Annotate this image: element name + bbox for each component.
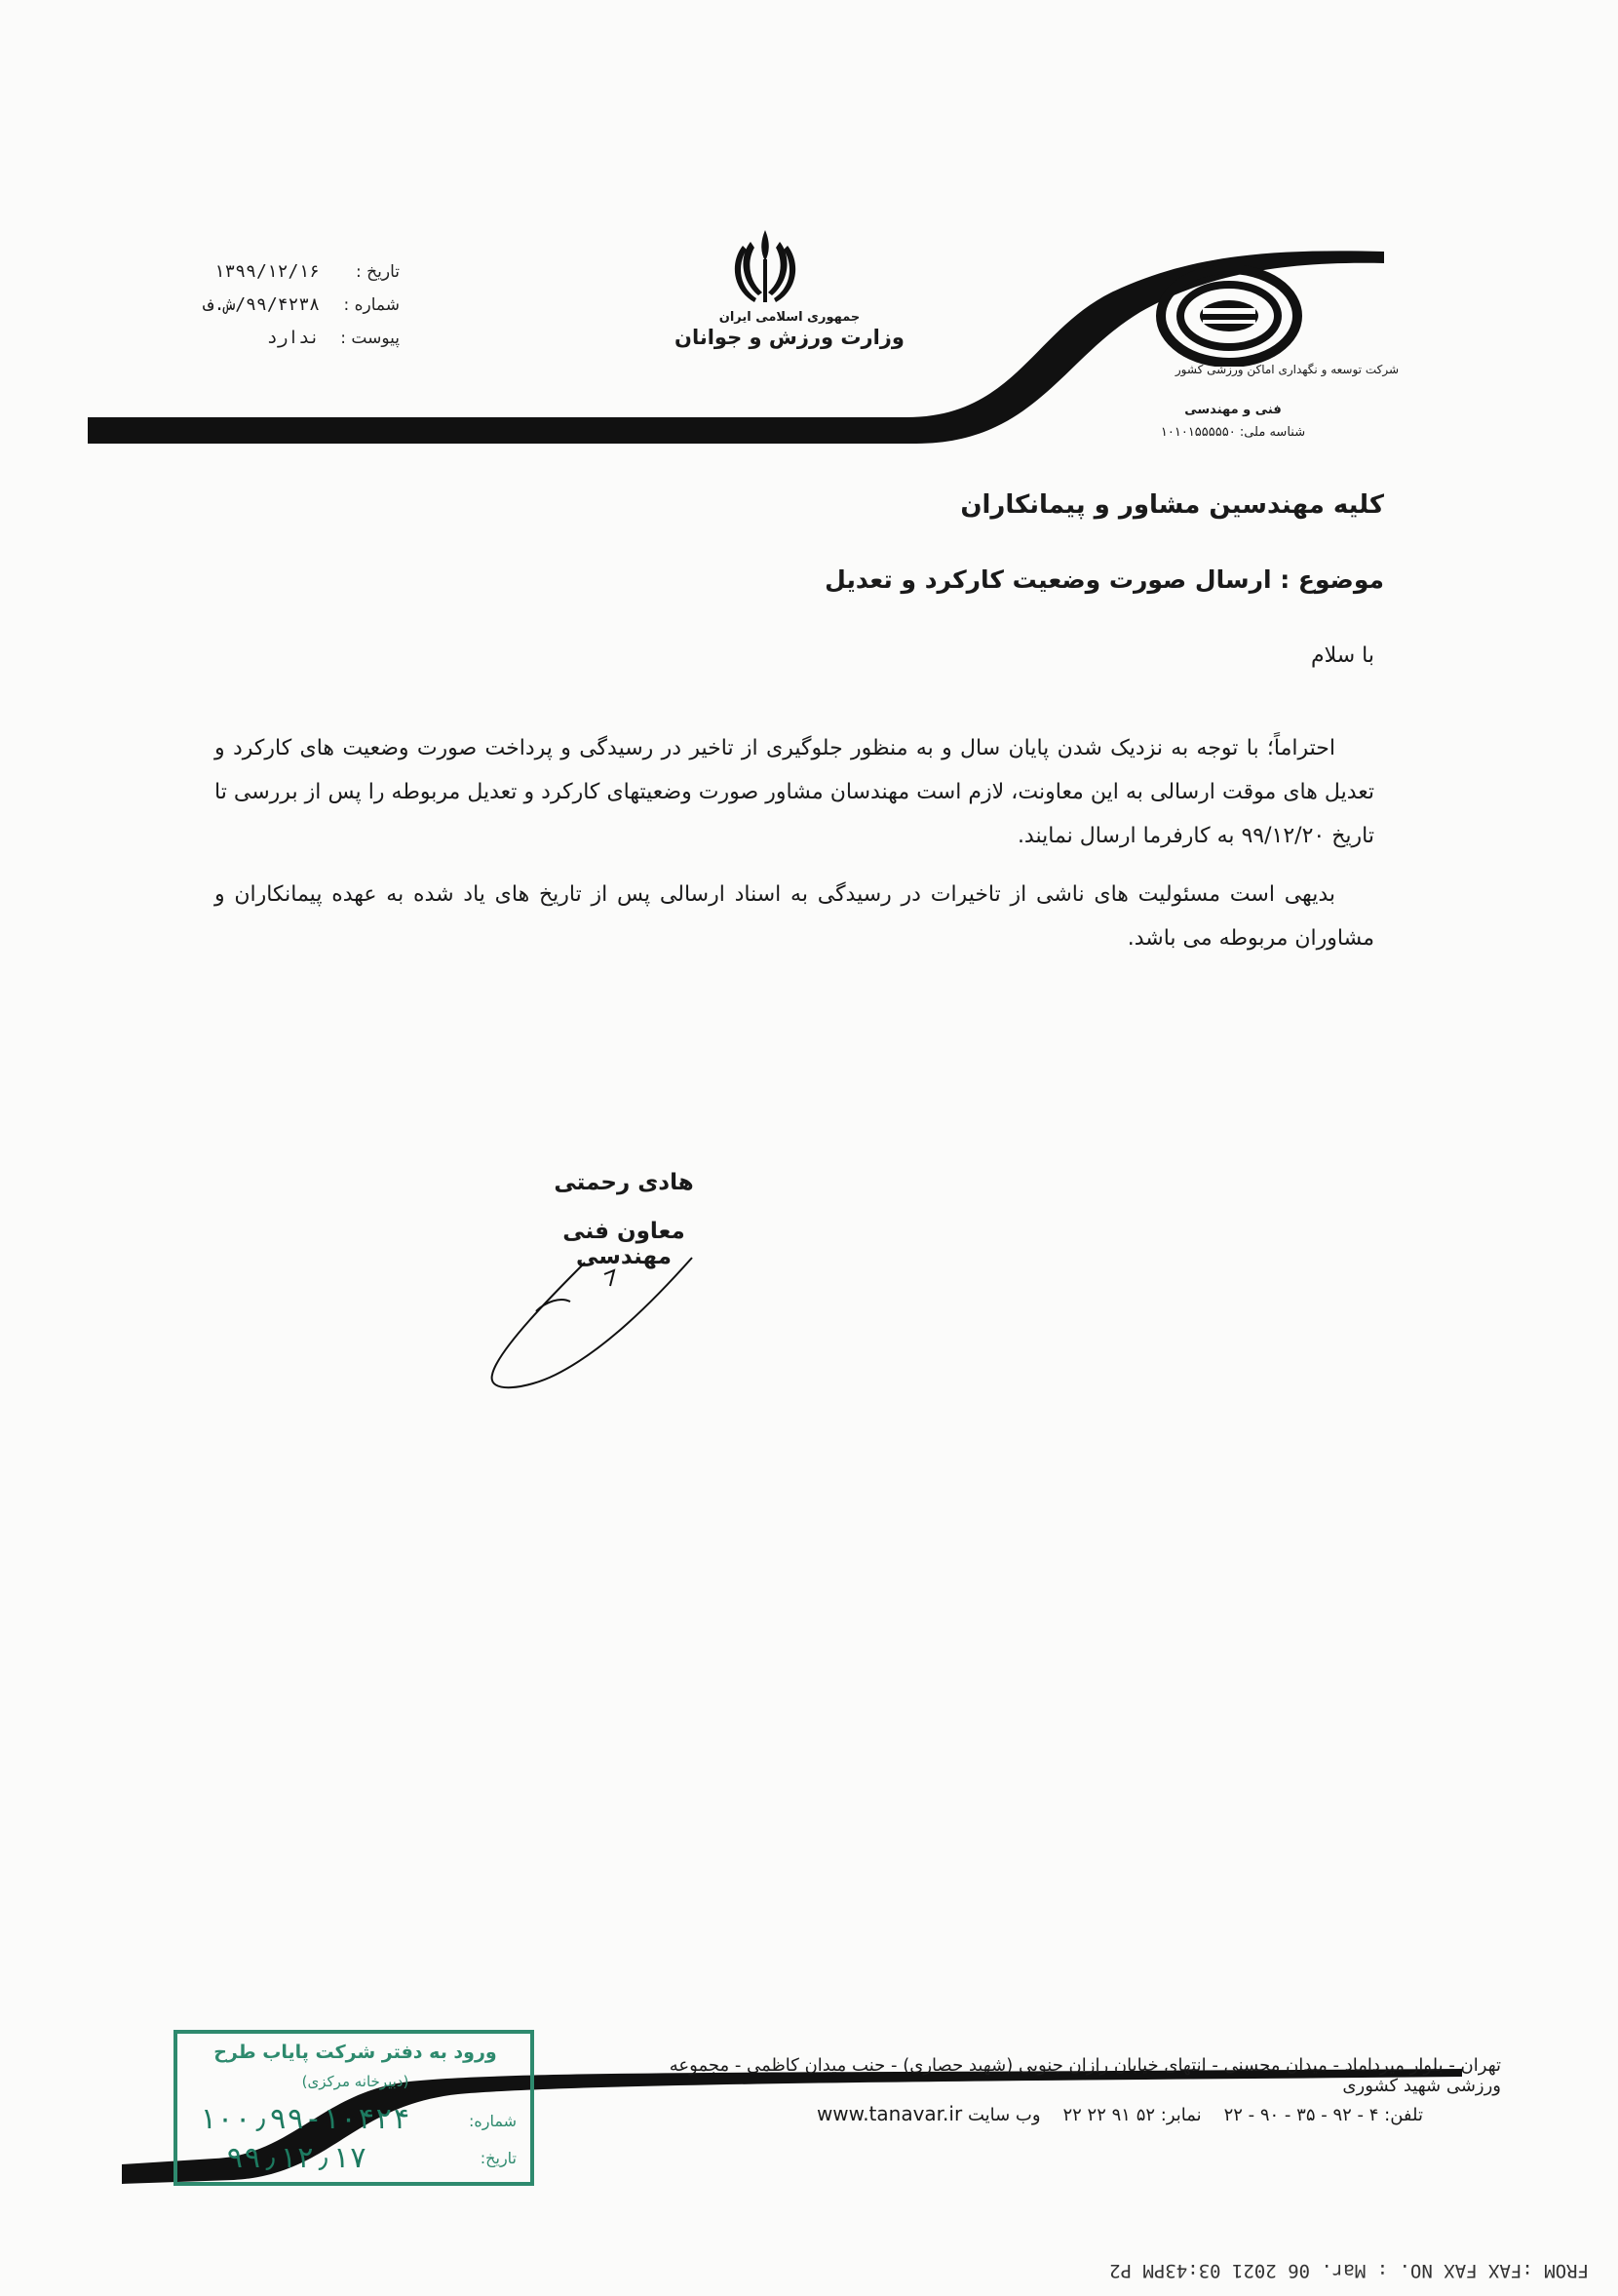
paragraph-2: بدیهی است مسئولیت های ناشی از تاخیرات در رسیدگی به اسناد ارسالی پس از تاریخ های یاد شده به عهده پیمانکاران و مشاوران مربوطه می باشد. [214,882,1374,951]
recipient: کلیه مهندسین مشاور و پیمانکاران [960,490,1384,520]
ministry-name: وزارت ورزش و جوانان [674,326,905,349]
stamp-date-value: ۹۹٫۱۲٫۱۷ [226,2141,367,2175]
fax-label: نمابر: [1160,2105,1202,2125]
website-link[interactable]: www.tanavar.ir [816,2102,963,2125]
footer-address: تهران - بلوار میرداماد - میدان محسنی - انتهای خیابان رازان جنوبی (شهید حصاری) - جنب میدان کاظمی - مجموعه ورزشی شهید کشوری [669,2055,1501,2096]
stamp-date-label: تاریخ: [480,2149,517,2167]
website-label: وب سایت [967,2105,1041,2125]
stamp-title: ورود به دفتر شرکت پایاب طرح [213,2042,497,2063]
phone-label: تلفن: [1384,2105,1423,2125]
ministry-top-text: جمهوری اسلامی ایران [718,310,861,325]
stamp-subtitle: (دبیرخانه مرکزی) [301,2073,409,2090]
header-band [0,0,1618,487]
phone-value: ۴ - ۹۲ - ۳۵ - ۹۰ - ۲۲ [1223,2105,1379,2125]
fax-value: ۵۲ ۹۱ ۲۲ ۲۲ [1062,2105,1156,2125]
subject-line: موضوع : ارسال صورت وضعیت کارکرد و تعدیل [825,565,1384,594]
company-department: فنی و مهندسی [1184,403,1282,417]
number-row [117,289,400,322]
signer-title: معاون فنی مهندسی [562,1219,685,1269]
stamp-number-label: شماره: [468,2112,517,2130]
handwritten-signature [468,1165,760,1399]
letter-body [214,726,1374,975]
signer-name: هادی رحمتی [554,1170,694,1195]
fax-header-line: FROM :FAX FAX NO. : Mar. 06 2021 03:43PM P2 [1109,2260,1589,2281]
attachment-row [117,322,400,355]
date-row [117,255,400,289]
date-value: ۱۳۹۹/۱۲/۱۶ [213,261,320,282]
number-label: شماره : [343,295,400,315]
paragraph-1: احتراماً؛ با توجه به نزدیک شدن پایان سال و به منظور جلوگیری از تاخیر در رسیدگی و پرداخت صورت وضعیت های کارکرد و تعدیل های موقت ارسالی به این معاونت، لازم است مهندسان مشاور صورت وضعیتهای کارکرد و تعدیل مربوطه را پس از بررسی تا تاریخ ۹۹/۱۲/۲۰ به کارفرما ارسال نمایند. [214,736,1374,848]
company-name: شرکت توسعه و نگهداری اماکن ورزشی کشور [1175,363,1399,376]
number-value: ۹۹/۴۲۳۸/ش.ف [203,294,320,315]
footer-contacts [546,2102,1423,2125]
company-national-id: شناسه ملی: ۱۰۱۰۱۵۵۵۵۵۰ [1160,425,1306,440]
attachment-value: ندارد [266,328,320,348]
attachment-label: پیوست : [340,329,400,348]
letter-meta [117,255,400,355]
received-stamp [173,2030,534,2186]
date-label: تاریخ : [356,262,400,282]
iran-emblem-icon [721,222,809,310]
company-logo-icon [1156,265,1302,367]
greeting: با سلام [1310,643,1374,668]
stamp-number-value: ۱۰۰٫۹۹-۱۰۴۲۴ [199,2102,410,2136]
